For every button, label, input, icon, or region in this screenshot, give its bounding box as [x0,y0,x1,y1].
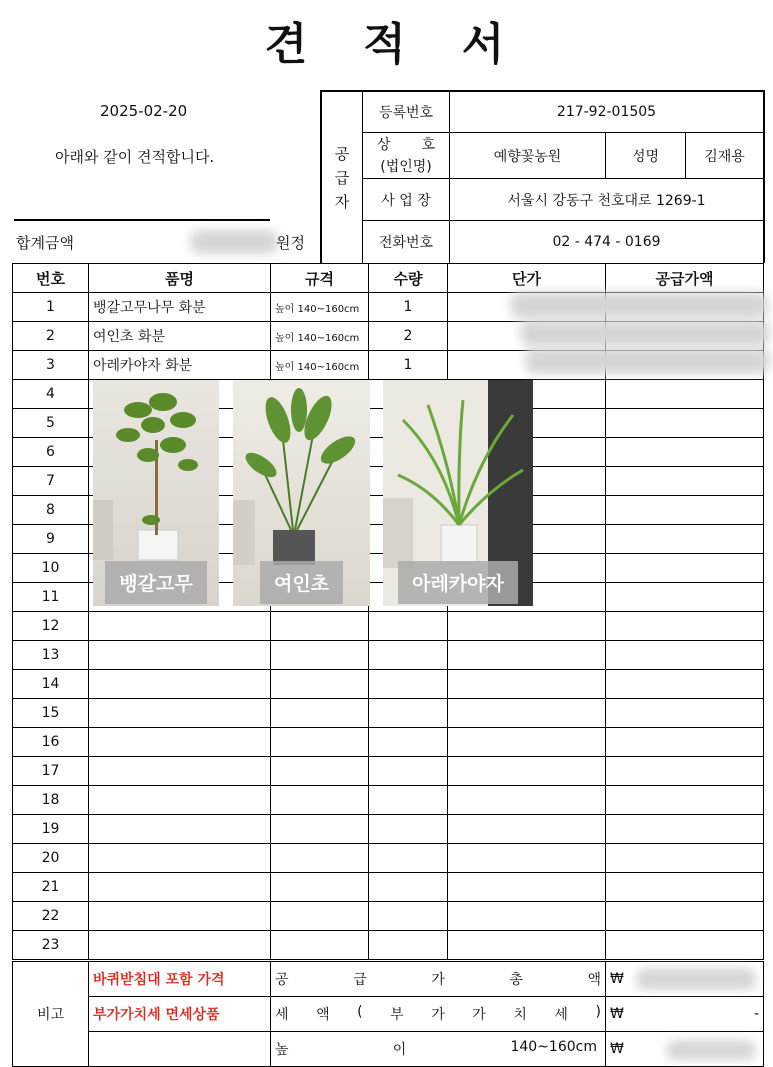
row-unit-price [448,641,606,670]
row-no: 1 [13,293,89,322]
row-no: 19 [13,815,89,844]
row-spec [271,902,369,931]
table-row [13,641,764,670]
company-label: 상 호 (법인명) [377,137,435,175]
row-spec [271,728,369,757]
table-row [13,873,764,902]
row-spec [271,786,369,815]
row-unit-price [448,612,606,641]
row-spec [271,815,369,844]
row-no: 9 [13,525,89,554]
owner-name-value: 김재용 [704,148,745,165]
remark-empty [89,1032,271,1067]
height-label: 높 이 140~160cm [271,1032,606,1067]
row-supply-value [606,844,764,873]
document-title: 견 적 서 [264,19,509,70]
row-qty [369,815,448,844]
remarks-label: 비고 [13,962,89,1067]
row-qty: 1 [369,351,448,380]
owner-name-label: 성명 [631,148,660,165]
header-item: 품명 [89,264,271,293]
row-supply-value [606,670,764,699]
row-item-name [89,612,271,641]
row-supply-value [606,380,764,409]
price-redacted [510,292,768,318]
row-unit-price [448,844,606,873]
row-spec [271,641,369,670]
row-no: 12 [13,612,89,641]
row-no: 2 [13,322,89,351]
address-value: 서울시 강동구 천호대로 1269-1 [507,192,706,209]
quote-date: 2025-02-20 [100,102,188,120]
total-amount-unit: 원정 [276,234,305,252]
row-supply-value [606,438,764,467]
row-no: 15 [13,699,89,728]
divider [14,219,270,221]
row-qty [369,641,448,670]
header-unit-price: 단가 [448,264,606,293]
row-no: 21 [13,873,89,902]
supply-total-redacted [636,968,756,990]
row-no: 3 [13,351,89,380]
row-item-name: 여인초 화분 [89,322,271,351]
row-qty [369,670,448,699]
row-no: 8 [13,496,89,525]
row-unit-price [448,728,606,757]
reg-number-label: 등록번호 [378,105,434,121]
row-item-name [89,902,271,931]
row-qty [369,612,448,641]
supply-total-label: 공 급 가 총 액 [271,962,606,997]
row-qty [369,786,448,815]
photo-label-areca-palm: 아레카야자 [398,561,518,604]
row-item-name: 아레카야자 화분 [89,351,271,380]
table-row [13,670,764,699]
height-total-redacted [666,1040,756,1060]
intro-text: 아래와 같이 견적합니다. [55,148,215,166]
row-no: 11 [13,583,89,612]
table-row [13,902,764,931]
row-unit-price [448,815,606,844]
table-row [13,612,764,641]
row-no: 13 [13,641,89,670]
areca-palm-photo [383,380,533,606]
tax-value: ₩ - [606,997,764,1032]
row-qty [369,931,448,960]
row-spec: 높이 140~160cm [271,293,369,322]
row-no: 14 [13,670,89,699]
row-supply-value [606,641,764,670]
row-no: 22 [13,902,89,931]
remark-caster-note: 바퀴받침대 포함 가격 [89,962,271,997]
row-no: 6 [13,438,89,467]
row-supply-value [606,931,764,960]
row-supply-value [606,902,764,931]
row-no: 17 [13,757,89,786]
price-redacted [520,320,770,346]
table-row [13,728,764,757]
row-qty [369,902,448,931]
banyan-plant-photo [93,380,219,606]
row-unit-price [448,757,606,786]
address-label: 사 업 장 [381,192,431,209]
row-item-name [89,670,271,699]
row-no: 10 [13,554,89,583]
total-amount-label: 합계금액 [16,234,74,252]
row-no: 18 [13,786,89,815]
row-spec [271,670,369,699]
row-unit-price [448,670,606,699]
tax-label: 세 액 ( 부 가 가 치 세 ) [271,997,606,1032]
row-item-name [89,873,271,902]
row-no: 20 [13,844,89,873]
phone-label: 전화번호 [378,235,434,251]
row-supply-value [606,496,764,525]
header-spec: 규격 [271,264,369,293]
company-value: 예향꽃농원 [493,148,562,165]
phone-value: 02 - 474 - 0169 [552,234,661,250]
row-qty [369,757,448,786]
row-item-name [89,786,271,815]
row-item-name: 뱅갈고무나무 화분 [89,293,271,322]
row-spec [271,931,369,960]
row-item-name [89,757,271,786]
row-supply-value [606,757,764,786]
table-row [13,815,764,844]
header-no: 번호 [13,264,89,293]
row-spec [271,844,369,873]
row-no: 5 [13,409,89,438]
price-redacted [525,348,770,374]
header-qty: 수량 [369,264,448,293]
remarks-table [12,961,764,1067]
row-supply-value [606,699,764,728]
table-header-row [13,264,764,293]
reg-number-value: 217-92-01505 [556,104,657,120]
row-no: 16 [13,728,89,757]
row-supply-value [606,786,764,815]
row-qty [369,873,448,902]
table-row [13,931,764,960]
row-unit-price [448,873,606,902]
supply-total-value: ₩ [606,962,764,997]
row-unit-price [448,902,606,931]
row-item-name [89,641,271,670]
row-qty: 2 [369,322,448,351]
row-unit-price [448,786,606,815]
row-no: 23 [13,931,89,960]
table-row [13,844,764,873]
row-supply-value [606,873,764,902]
row-no: 7 [13,467,89,496]
remark-tax-exempt-note: 부가가치세 면세상품 [89,997,271,1032]
photo-label-banyan: 뱅갈고무 [105,561,206,604]
row-unit-price [448,699,606,728]
row-item-name [89,699,271,728]
row-unit-price [448,931,606,960]
table-row [13,786,764,815]
photo-label-travelers-palm: 여인초 [260,561,343,604]
row-spec: 높이 140~160cm [271,322,369,351]
row-spec: 높이 140~160cm [271,351,369,380]
row-spec [271,757,369,786]
table-row [13,699,764,728]
row-spec [271,699,369,728]
row-item-name [89,728,271,757]
row-supply-value [606,612,764,641]
row-qty [369,844,448,873]
row-item-name [89,931,271,960]
row-qty [369,699,448,728]
row-supply-value [606,583,764,612]
row-no: 4 [13,380,89,409]
row-supply-value [606,409,764,438]
supplier-side-label: 공 급 자 [334,145,350,211]
total-amount-redacted [190,230,278,254]
row-supply-value [606,554,764,583]
row-item-name [89,815,271,844]
row-supply-value [606,728,764,757]
height-total-value: ₩ [606,1032,764,1067]
row-item-name [89,844,271,873]
header-supply-value: 공급가액 [606,264,764,293]
row-spec [271,612,369,641]
table-row [13,757,764,786]
row-qty [369,728,448,757]
row-supply-value [606,467,764,496]
row-qty: 1 [369,293,448,322]
row-supply-value [606,815,764,844]
travelers-palm-photo [233,380,370,606]
row-spec [271,873,369,902]
row-supply-value [606,525,764,554]
